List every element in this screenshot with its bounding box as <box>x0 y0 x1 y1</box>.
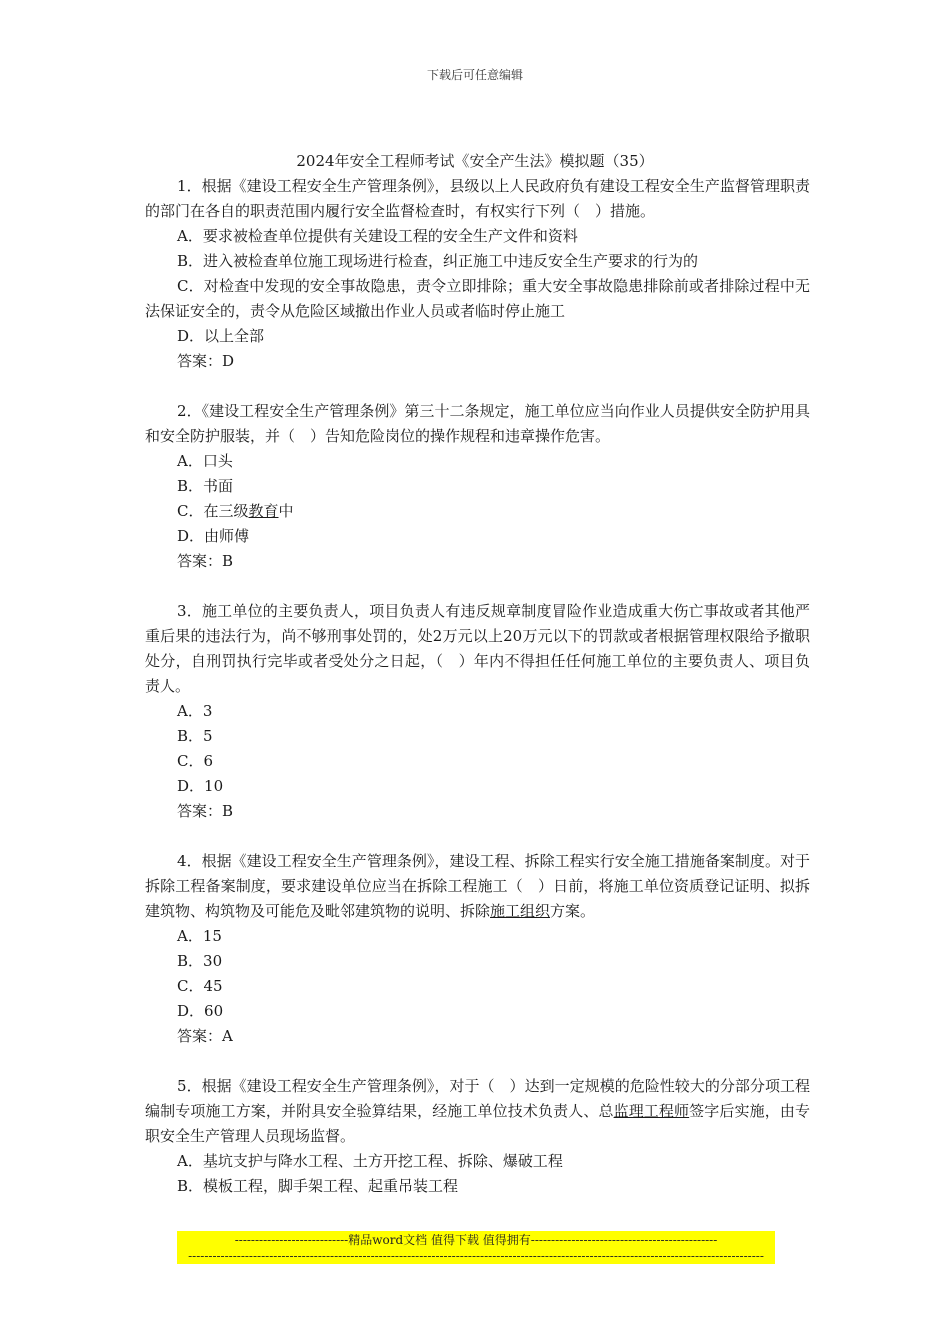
option-b: B．30 <box>177 952 223 970</box>
question-3 <box>145 599 810 824</box>
underlined-term-link[interactable]: 教育 <box>248 502 279 520</box>
option-c: C．45 <box>177 977 223 995</box>
answer: 答案：D <box>177 352 235 370</box>
document-title: 2024年安全工程师考试《安全产生法》模拟题（35） <box>296 152 654 170</box>
option-b: B．书面 <box>177 477 234 495</box>
spacer <box>145 574 810 599</box>
underlined-term-link[interactable]: 施工组织 <box>490 902 551 920</box>
question-4 <box>145 849 810 1049</box>
option-a: A．要求被检查单位提供有关建设工程的安全生产文件和资料 <box>177 227 578 245</box>
question-2 <box>145 399 810 574</box>
spacer <box>145 1049 810 1074</box>
stem-tail: 方案。 <box>550 902 596 920</box>
option-c-tail: 中 <box>278 502 294 520</box>
option-d: D．10 <box>177 777 224 795</box>
question-stem: 3．施工单位的主要负责人，项目负责人有违反规章制度冒险作业造成重大伤亡事故或者其他严重后果的违法行为，尚不够刑事处罚的，处2万元以上20万元以下的罚款或者根据管理权限给予撤职处分，自刑罚执行完毕或者受处分之日起，（ ）年内不得担任任何施工单位的主要负责人、项目负责人。 <box>145 602 810 695</box>
option-d: D．以上全部 <box>177 327 265 345</box>
option-a: A．基坑支护与降水工程、土方开挖工程、拆除、爆破工程 <box>177 1152 563 1170</box>
spacer <box>145 824 810 849</box>
option-b: B．模板工程，脚手架工程、起重吊装工程 <box>177 1177 459 1195</box>
option-d: D．由师傅 <box>177 527 250 545</box>
answer: 答案：B <box>177 552 234 570</box>
question-5 <box>145 1074 810 1199</box>
option-a: A．3 <box>177 702 213 720</box>
option-c: C．对检查中发现的安全事故隐患，责令立即排除；重大安全事故隐患排除前或者排除过程中无法保证安全的，责令从危险区域撤出作业人员或者临时停止施工 <box>145 277 810 320</box>
stem-tail: 签字后实施，由专职安全生产管理人员现场监督。 <box>145 1102 810 1145</box>
page-header: 下载后可任意编辑 <box>426 68 523 82</box>
option-b: B．5 <box>177 727 213 745</box>
document-body <box>145 174 810 1199</box>
question-stem: 1．根据《建设工程安全生产管理条例》，县级以上人民政府负有建设工程安全生产监督管理职责的部门在各自的职责范围内履行安全监督检查时，有权实行下列（ ）措施。 <box>145 177 810 220</box>
footer-dash-line: ---------------------------------------------------------------------------------------------------------------------------------------------- <box>188 1249 764 1263</box>
option-c-text: C．在三级 <box>177 502 249 520</box>
footer-promo-line: ----------------------------精品word文档 值得下载 值得拥有---------------------------------------------- <box>234 1233 718 1247</box>
underlined-term-link[interactable]: 监理工程师 <box>613 1102 690 1120</box>
question-1 <box>145 174 810 374</box>
option-a: A．口头 <box>177 452 233 470</box>
question-stem: 2．《建设工程安全生产管理条例》第三十二条规定，施工单位应当向作业人员提供安全防护用具和安全防护服装，并（ ）告知危险岗位的操作规程和违章操作危害。 <box>145 402 810 445</box>
question-stem <box>145 849 810 924</box>
answer: 答案：A <box>177 1027 233 1045</box>
stem-text: 5．根据《建设工程安全生产管理条例》，对于（ ）达到一定规模的危险性较大的分部分项工程编制专项施工方案，并附具安全验算结果，经施工单位技术负责人、总 <box>145 1077 810 1120</box>
option-c <box>145 499 810 524</box>
option-d: D．60 <box>177 1002 224 1020</box>
spacer <box>145 374 810 399</box>
option-b: B．进入被检查单位施工现场进行检查，纠正施工中违反安全生产要求的行为的 <box>177 252 699 270</box>
option-a: A．15 <box>177 927 222 945</box>
answer: 答案：B <box>177 802 234 820</box>
stem-text: 4．根据《建设工程安全生产管理条例》，建设工程、拆除工程实行安全施工措施备案制度。对于拆除工程备案制度，要求建设单位应当在拆除工程施工（ ）日前，将施工单位资质登记证明、拟拆建筑物、构筑物及可能危及毗邻建筑物的说明、拆除 <box>145 852 810 920</box>
option-c: C．6 <box>177 752 214 770</box>
question-stem <box>145 1074 810 1149</box>
